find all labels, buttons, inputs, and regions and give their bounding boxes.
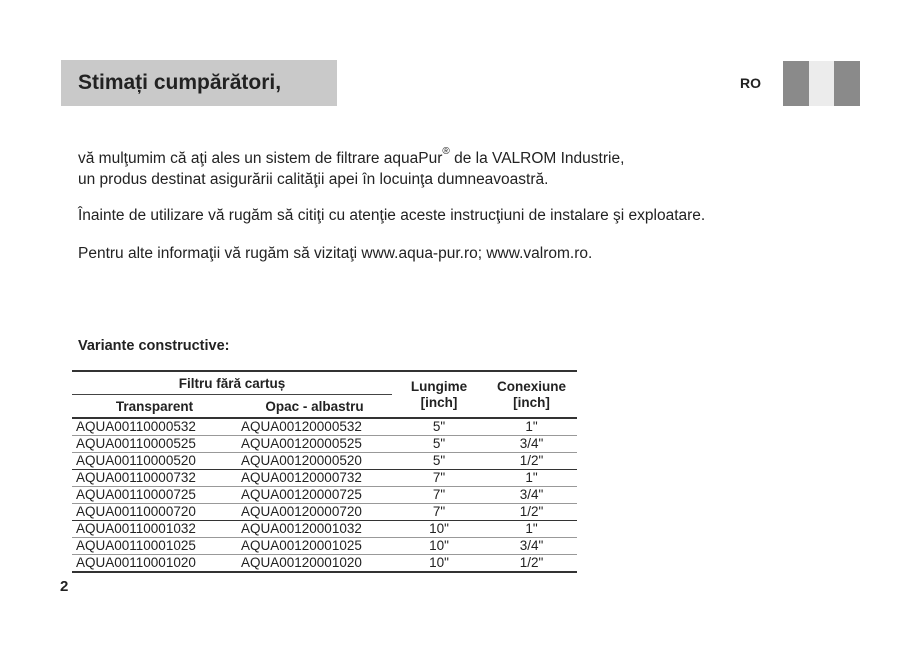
cell-transparent: AQUA00110001025 [72,538,237,555]
column-header-transparent: Transparent [72,395,237,419]
cell-opaque: AQUA00120000732 [237,470,392,487]
cell-opaque: AQUA00120000525 [237,436,392,453]
title-banner [61,60,337,106]
cell-opaque: AQUA00120000532 [237,418,392,436]
cell-connection: 1" [486,418,577,436]
table-row [72,538,577,555]
cell-length: 10" [392,521,486,538]
page-title: Stimați cumpărători, [78,71,282,94]
cell-connection: 3/4" [486,487,577,504]
connection-header-line2: [inch] [513,394,550,410]
table-row [72,470,577,487]
contact-paragraph: Pentru alte informaţii vă rugăm să vizitaţi www.aqua-pur.ro; www.valrom.ro. [78,245,593,262]
cell-length: 7" [392,504,486,521]
intro-line1-end: de la VALROM Industrie, [449,150,625,167]
table-row [72,521,577,538]
column-header-connection [486,371,577,418]
table-row [72,504,577,521]
flag-stripe-middle [809,61,835,106]
cell-connection: 3/4" [486,436,577,453]
column-header-length [392,371,486,418]
table-row [72,418,577,436]
length-header-line1: Lungime [410,378,468,394]
cell-length: 5" [392,418,486,436]
cell-length: 10" [392,538,486,555]
cell-length: 5" [392,453,486,470]
cell-transparent: AQUA00110001032 [72,521,237,538]
cell-opaque: AQUA00120000725 [237,487,392,504]
registered-mark: ® [442,146,450,157]
table-row [72,487,577,504]
cell-opaque: AQUA00120001025 [237,538,392,555]
page-number: 2 [60,578,69,595]
flag-stripe-right [834,61,860,106]
cell-opaque: AQUA00120000720 [237,504,392,521]
flag-stripe-left [783,61,809,106]
cell-connection: 1/2" [486,504,577,521]
cell-length: 7" [392,487,486,504]
cell-opaque: AQUA00120001020 [237,555,392,573]
cell-connection: 1/2" [486,453,577,470]
cell-connection: 1/2" [486,555,577,573]
cell-opaque: AQUA00120000520 [237,453,392,470]
cell-length: 5" [392,436,486,453]
variants-table [72,370,577,573]
cell-connection: 1" [486,521,577,538]
cell-length: 10" [392,555,486,573]
cell-transparent: AQUA00110000732 [72,470,237,487]
connection-header-line1: Conexiune [496,378,566,394]
instructions-paragraph: Înainte de utilizare vă rugăm să citiţi cu atenţie aceste instrucţiuni de instalare şi exploatare. [78,207,706,224]
cell-connection: 3/4" [486,538,577,555]
cell-transparent: AQUA00110000720 [72,504,237,521]
group-header-filter: Filtru fără cartuș [72,371,392,395]
table-header-row [72,371,577,395]
column-header-opaque: Opac - albastru [237,395,392,419]
intro-line1-start: vă mulţumim că aţi ales un sistem de filtrare aquaPur [78,150,443,167]
cell-connection: 1" [486,470,577,487]
language-flag-icon [783,61,860,106]
cell-opaque: AQUA00120001032 [237,521,392,538]
intro-line2: un produs destinat asigurării calităţii apei în locuinţa dumneavoastră. [78,171,549,188]
cell-transparent: AQUA00110000525 [72,436,237,453]
cell-transparent: AQUA00110000520 [72,453,237,470]
cell-transparent: AQUA00110001020 [72,555,237,573]
cell-transparent: AQUA00110000532 [72,418,237,436]
intro-paragraph [78,148,624,190]
table-row [72,555,577,573]
table-row [72,436,577,453]
language-code: RO [740,75,761,91]
table-row [72,453,577,470]
variants-heading: Variante constructive: [78,338,230,354]
cell-transparent: AQUA00110000725 [72,487,237,504]
length-header-line2: [inch] [420,394,458,410]
cell-length: 7" [392,470,486,487]
